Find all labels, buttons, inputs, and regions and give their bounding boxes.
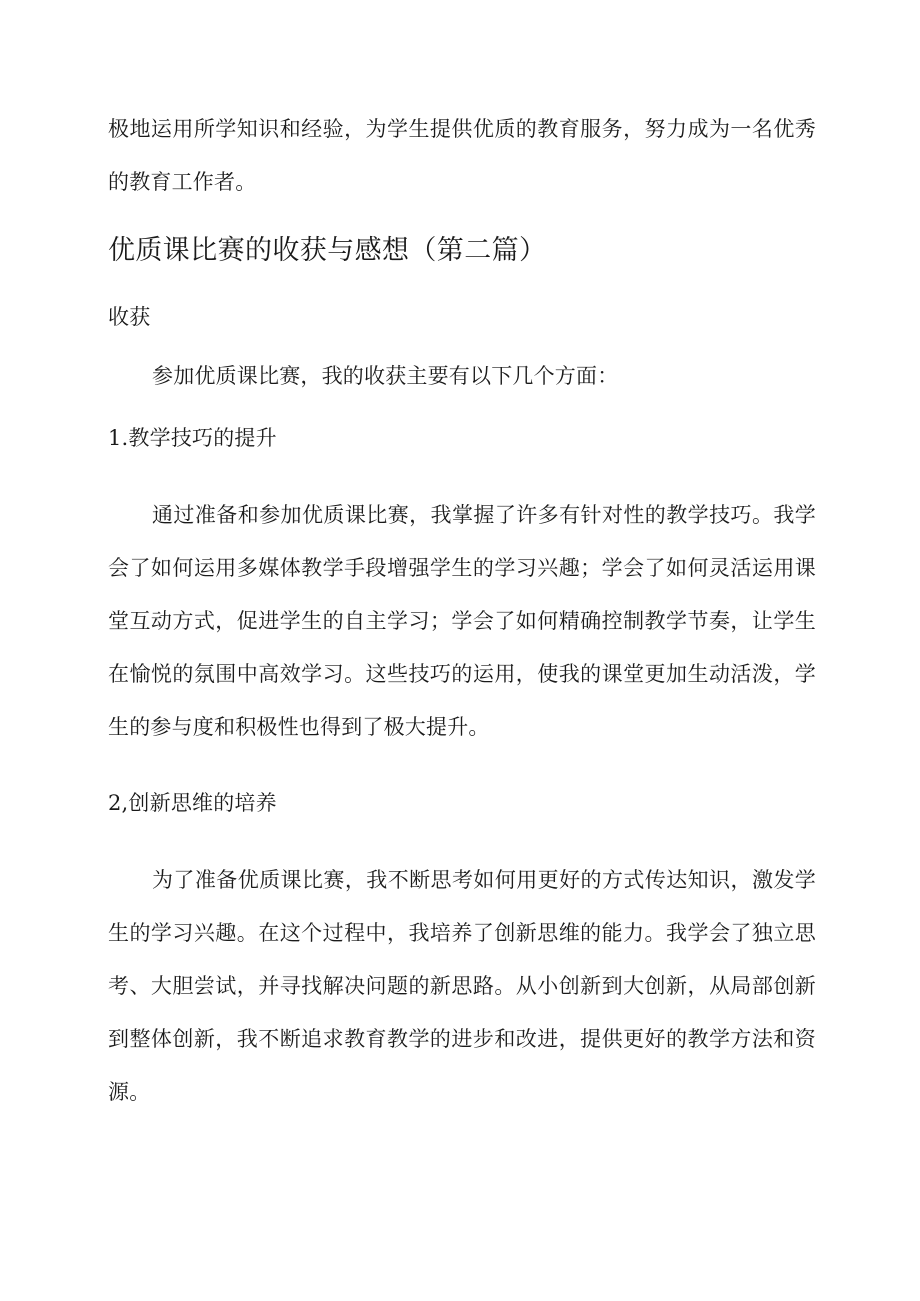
paragraph-intro: 参加优质课比赛，我的收获主要有以下几个方面： (152, 364, 619, 388)
subheading-innovative-thinking: 2,创新思维的培养 (108, 791, 277, 815)
paragraph-continuation: 极地运用所学知识和经验，为学生提供优质的教育服务，努力成为一名优秀的教育工作者。 (108, 117, 816, 194)
subheading-teaching-skills: 1.教学技巧的提升 (108, 426, 277, 450)
section-heading-harvest: 收获 (108, 305, 151, 329)
page-title: 优质课比赛的收获与感想（第二篇） (108, 235, 547, 266)
paragraph-innovative-thinking: 为了准备优质课比赛，我不断思考如何用更好的方式传达知识，激发学生的学习兴趣。在这个过程中，我培养了创新思维的能力。我学会了独立思考、大胆尝试，并寻找解决问题的新思路。从小创新到大创新，从局部创新到整体创新，我不断追求教育教学的进步和改进，提供更好的教学方法和资源。 (108, 868, 816, 1104)
paragraph-teaching-skills: 通过准备和参加优质课比赛，我掌握了许多有针对性的教学技巧。我学会了如何运用多媒体教学手段增强学生的学习兴趣；学会了如何灵活运用课堂互动方式，促进学生的自主学习；学会了如何精确控制教学节奏，让学生在愉悦的氛围中高效学习。这些技巧的运用，使我的课堂更加生动活泼，学生的参与度和积极性也得到了极大提升。 (108, 503, 816, 739)
